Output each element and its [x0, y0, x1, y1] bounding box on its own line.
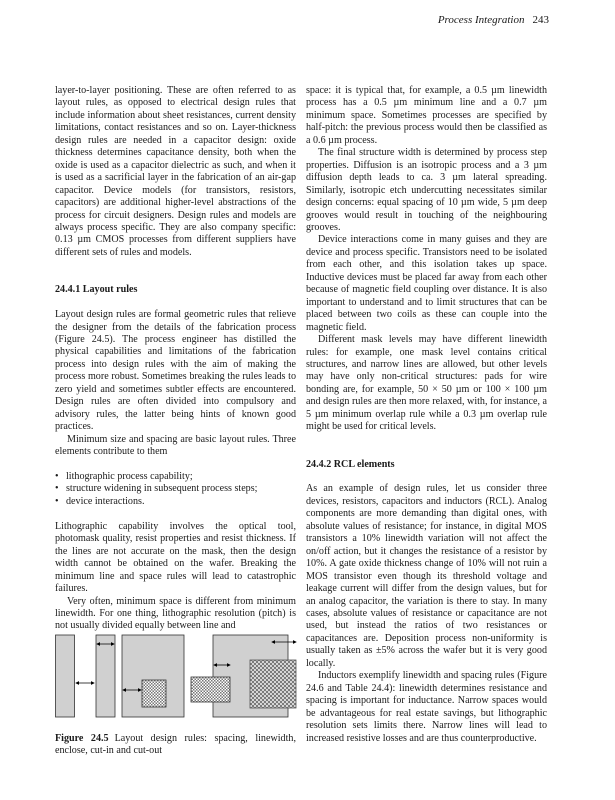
- bullet-list: [55, 471, 296, 508]
- paragraph: Inductors exemplify linewidth and spacing rules (Figure 24.6 and Table 24.4): linewidth determines resistance and spacing is important for inductance. Narrow spaces would be advantageous for real estate savings, but lithographic resolution sets limits there. Narrow lines will lead to increased resistive losses and are thus counterproductive.: [306, 670, 547, 744]
- paragraph: Device interactions come in many guises and they are device and process specific. Transistors need to be isolated from each other, and this isolation takes up space. Inductive devices must be placed far away from each other because of magnetic field coupling over distance. It is also important to understand and to limit structures that can be placed between two coils as these can couple into the magnetic field.: [306, 234, 547, 333]
- paragraph: Minimum size and spacing are basic layout rules. Three elements contribute to them: [55, 433, 296, 458]
- enclosed-contact: [142, 680, 166, 707]
- cut-in-shape: [191, 677, 230, 702]
- left-column: [55, 85, 296, 633]
- figure-layout-rules-diagram: [55, 632, 297, 720]
- list-item: • structure widening in subsequent process steps;: [55, 483, 258, 495]
- line-shape: [96, 635, 115, 717]
- figure-caption-text: Layout design rules: spacing, linewidth, enclose, cut-in and cut-out: [55, 733, 296, 757]
- section-heading-rcl-elements: 24.4.2 RCL elements: [306, 458, 395, 470]
- line-shape: [56, 635, 75, 717]
- page-number: 243: [532, 14, 549, 26]
- paragraph: space: it is typical that, for example, a 0.5 µm linewidth process has a 0.5 µm minimum line and a 0.7 µm minimum space. Sometimes processes are specified by half-pitch: the previous process would then be classified as a 0.6 µm process.: [306, 85, 547, 146]
- paragraph: Layout design rules are formal geometric rules that relieve the designer from the details of the fabrication process (Figure 24.5). The process engineer has distilled the physical capabilities and limitations of the fabrication process into design rules with the aim of making the process more robust. Sometimes breaking the rules leads to zero yield and sometimes subtler effects are encountered. Design rules are often divided into compulsory and advisory rules, the latter being hints of known good practices.: [55, 309, 296, 433]
- cut-out-shape: [250, 660, 296, 708]
- section-heading-layout-rules: 24.4.1 Layout rules: [55, 284, 138, 296]
- right-column: [306, 85, 547, 745]
- figure-label: Figure 24.5: [55, 733, 109, 744]
- paragraph: Lithographic capability involves the optical tool, photomask quality, resist properties and resist thickness. If the lines are not accurate on the mask, then the design width cannot be obtained on the wafer. Breaking the minimum line and space rules will lead to catastrophic failures.: [55, 520, 296, 595]
- running-header: [438, 14, 549, 26]
- running-title: Process Integration: [437, 14, 525, 26]
- paragraph: Different mask levels may have different linewidth rules: for example, one mask level contains critical structures, and narrow lines are allowed, but other levels may have only non-critical structures: pads for wire bonding are, for example, 50 × 50 µm or 100 × 100 µm and design rules are then more relaxed, with, for instance, a 5 µm minimum overlap rule while a 0.3 µm overlap rule might be used for critical levels.: [306, 334, 547, 433]
- paragraph: layer-to-layer positioning. These are often referred to as layout rules, as opposed to electrical design rules that include information about sheet resistances, current density limitations, contact resistances and so on. Layer-thickness design rules are needed in a capacitor design: oxide thickness determines capacitance density, both when the oxide is used as a capacitor dielectric as such, and when it is used as a sacrificial layer in the fabrication of an air-gap capacitor. Device models (for transistors, resistors, capacitors) are additional higher-level abstractions of the process for circuit designers. Design rules and models are always process specific. They are also company specific: 0.13 µm CMOS processes from different suppliers have different sets of rules and models.: [55, 85, 296, 258]
- list-item: • lithographic process capability;: [55, 470, 193, 482]
- paragraph: As an example of design rules, let us consider three devices, resistors, capacitors and inductors (RCL). Analog components are more demanding than digital ones, with absolute values of resistance; for instance, in digital MOS transistors a 10% linewidth variation will not affect the on/off action, but it changes the resistance of a resistor by 10%. A gate oxide thickness change of 10% will not ruin a MOS transistor even though its threshold voltage and leakage current will differ from the design values, but for an analog capacitor, the variation is there to stay. In many cases, absolute values of resistance or capacitance are not used, but instead the ratios of two resistances or capacitances are. Deposition process non-uniformity is usually taken as ±5% across the wafer but it is very good locally.: [306, 483, 547, 669]
- figure-caption: [55, 733, 296, 758]
- list-item: • device interactions.: [55, 495, 145, 507]
- paragraph: The final structure width is determined by process step properties. Diffusion is an isotropic process and a 3 µm diffusion depth leads to ca. 3 µm lateral spreading. Similarly, isotropic etch undercutting necessitates similar design concerns: equal spacing of 10 µm wide, 5 µm deep grooves would result in touching of the neighbouring grooves.: [306, 147, 547, 233]
- paragraph: Very often, minimum space is different from minimum linewidth. For one thing, lithographic resolution (pitch) is not usually divided equally between line and: [55, 595, 296, 632]
